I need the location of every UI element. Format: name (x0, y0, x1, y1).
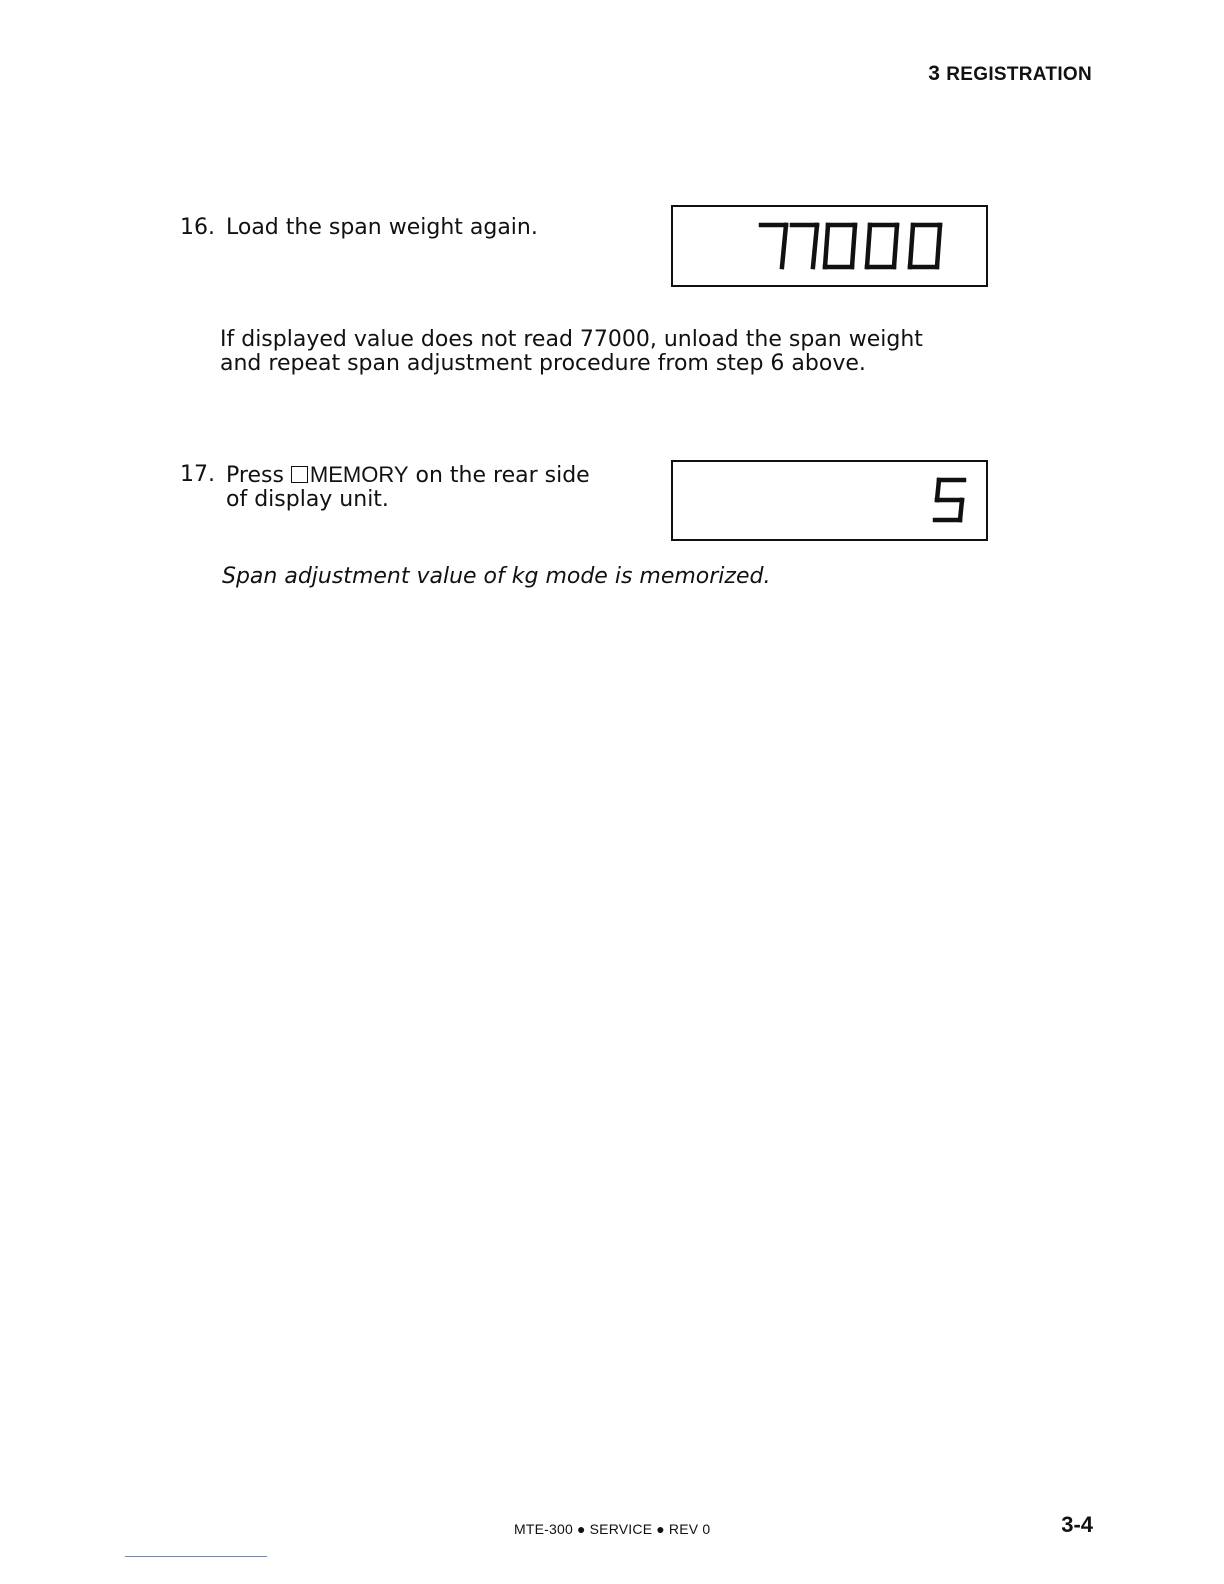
lcd-display-5 (671, 460, 988, 541)
footer-model: MTE-300 (514, 1521, 573, 1537)
lcd-digit-7b (792, 225, 817, 267)
note-line-2: and repeat span adjustment procedure from step 6 above. (220, 351, 866, 376)
footer-bullet-icon: ● (576, 1521, 586, 1537)
section-header (928, 62, 1092, 86)
step-text-suffix: on the rear side (408, 463, 590, 488)
footer-rev: REV 0 (668, 1521, 711, 1537)
footer-bullet-icon: ● (656, 1521, 665, 1537)
memorized-note: Span adjustment value of kg mode is memorized. (222, 564, 771, 589)
step-text-prefix: Press (226, 463, 291, 488)
page-number: 3-4 (1061, 1512, 1093, 1537)
lcd-digit-5 (935, 480, 964, 520)
scan-artifact-line (125, 1556, 267, 1557)
footer-doc: SERVICE (589, 1521, 653, 1537)
instruction-note (220, 328, 923, 376)
lcd-digit-7a (761, 225, 786, 267)
section-number: 3 (928, 62, 941, 85)
memory-key-label: MEMORY (309, 462, 409, 487)
lcd-digit-0b (867, 225, 897, 267)
step-text-line-2: of display unit. (226, 487, 389, 512)
step-text: Load the span weight again. (226, 215, 538, 240)
step-number: 16. (180, 215, 215, 240)
lcd-digit-0c (910, 225, 940, 267)
key-square-icon (291, 466, 308, 483)
seven-segment-readout (673, 207, 986, 285)
page-footer (514, 1521, 710, 1537)
step-text (226, 463, 590, 512)
section-title: REGISTRATION (946, 64, 1092, 85)
lcd-display-77000 (671, 205, 988, 287)
seven-segment-readout (673, 462, 986, 539)
lcd-digit-0a (825, 225, 855, 267)
note-line-1: If displayed value does not read 77000, unload the span weight (220, 327, 923, 352)
step-number: 17. (180, 462, 215, 487)
